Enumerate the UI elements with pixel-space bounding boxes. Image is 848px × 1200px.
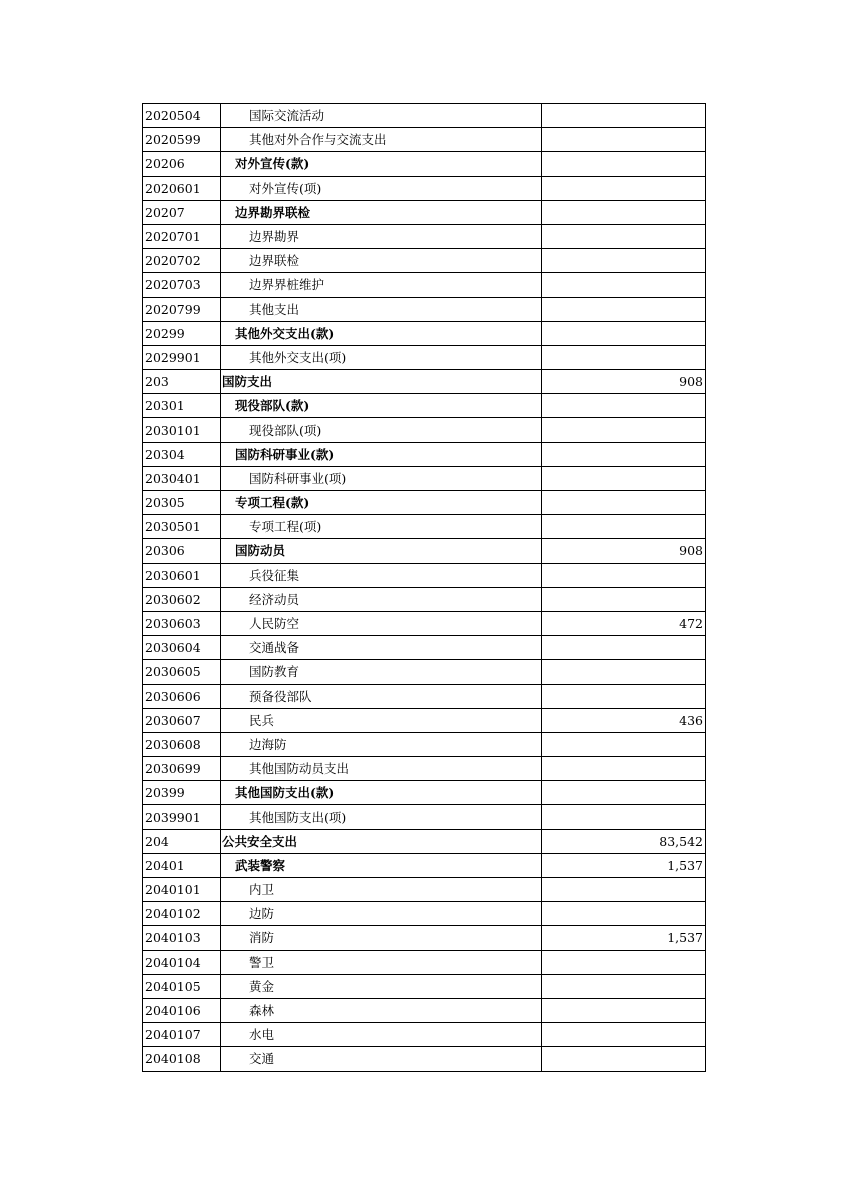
subject-code-cell: 2029901: [143, 345, 221, 369]
subject-code-cell: 2040102: [143, 902, 221, 926]
amount-cell: [542, 273, 706, 297]
amount-cell: [542, 587, 706, 611]
subject-code-cell: 2040107: [143, 1023, 221, 1047]
table-row: [143, 297, 706, 321]
amount-cell: [542, 878, 706, 902]
subject-code-cell: 2030401: [143, 466, 221, 490]
subject-name-cell: 预备役部队: [221, 684, 542, 708]
amount-cell: [542, 442, 706, 466]
table-row: [143, 974, 706, 998]
subject-code-cell: 2030603: [143, 611, 221, 635]
table-row: [143, 442, 706, 466]
amount-cell: [542, 176, 706, 200]
table-row: [143, 926, 706, 950]
subject-name-cell: 内卫: [221, 878, 542, 902]
subject-code-cell: 20301: [143, 394, 221, 418]
subject-name-cell: 对外宣传(项): [221, 176, 542, 200]
table-row: [143, 563, 706, 587]
amount-cell: [542, 684, 706, 708]
table-row: [143, 491, 706, 515]
amount-cell: [542, 249, 706, 273]
subject-code-cell: 204: [143, 829, 221, 853]
amount-cell: [542, 1047, 706, 1071]
subject-name-cell: 其他对外合作与交流支出: [221, 128, 542, 152]
subject-code-cell: 2030605: [143, 660, 221, 684]
subject-name-cell: 水电: [221, 1023, 542, 1047]
table-row: [143, 902, 706, 926]
subject-code-cell: 2030604: [143, 636, 221, 660]
table-row: [143, 805, 706, 829]
subject-name-cell: 国防动员: [221, 539, 542, 563]
amount-cell: [542, 104, 706, 128]
subject-code-cell: 20401: [143, 853, 221, 877]
amount-cell: [542, 394, 706, 418]
amount-cell: [542, 902, 706, 926]
amount-cell: [542, 757, 706, 781]
amount-cell: [542, 732, 706, 756]
table-row: [143, 1047, 706, 1071]
table-row: [143, 176, 706, 200]
subject-code-cell: 20306: [143, 539, 221, 563]
amount-cell: [542, 563, 706, 587]
subject-code-cell: 20399: [143, 781, 221, 805]
amount-cell: [542, 128, 706, 152]
amount-cell: [542, 515, 706, 539]
subject-name-cell: 国防科研事业(款): [221, 442, 542, 466]
subject-code-cell: 2020702: [143, 249, 221, 273]
subject-name-cell: 边界勘界联检: [221, 200, 542, 224]
subject-code-cell: 2040108: [143, 1047, 221, 1071]
table-row: [143, 587, 706, 611]
table-row: [143, 200, 706, 224]
subject-code-cell: 20305: [143, 491, 221, 515]
subject-name-cell: 交通战备: [221, 636, 542, 660]
subject-name-cell: 其他外交支出(项): [221, 345, 542, 369]
table-row: [143, 781, 706, 805]
subject-name-cell: 对外宣传(款): [221, 152, 542, 176]
table-row: [143, 370, 706, 394]
table-row: [143, 878, 706, 902]
subject-code-cell: 2040101: [143, 878, 221, 902]
amount-cell: [542, 321, 706, 345]
amount-cell: [542, 998, 706, 1022]
subject-code-cell: 2040104: [143, 950, 221, 974]
amount-cell: 908: [542, 539, 706, 563]
table-row: [143, 104, 706, 128]
amount-cell: [542, 345, 706, 369]
amount-cell: [542, 297, 706, 321]
subject-name-cell: 国防支出: [221, 370, 542, 394]
subject-code-cell: 20206: [143, 152, 221, 176]
amount-cell: 1,537: [542, 926, 706, 950]
budget-table: [142, 103, 706, 1072]
table-row: [143, 757, 706, 781]
table-row: [143, 418, 706, 442]
table-row: [143, 708, 706, 732]
table-row: [143, 394, 706, 418]
subject-code-cell: 2030606: [143, 684, 221, 708]
table-row: [143, 345, 706, 369]
table-row: [143, 539, 706, 563]
subject-code-cell: 2030602: [143, 587, 221, 611]
subject-code-cell: 2040105: [143, 974, 221, 998]
table-row: [143, 321, 706, 345]
subject-name-cell: 边界勘界: [221, 224, 542, 248]
subject-code-cell: 2020703: [143, 273, 221, 297]
subject-name-cell: 其他国防动员支出: [221, 757, 542, 781]
subject-code-cell: 2030607: [143, 708, 221, 732]
subject-code-cell: 20207: [143, 200, 221, 224]
subject-name-cell: 国际交流活动: [221, 104, 542, 128]
subject-name-cell: 其他外交支出(款): [221, 321, 542, 345]
table-row: [143, 660, 706, 684]
amount-cell: [542, 781, 706, 805]
subject-name-cell: 经济动员: [221, 587, 542, 611]
subject-name-cell: 消防: [221, 926, 542, 950]
table-row: [143, 684, 706, 708]
amount-cell: 472: [542, 611, 706, 635]
subject-code-cell: 2030699: [143, 757, 221, 781]
amount-cell: [542, 660, 706, 684]
subject-name-cell: 其他国防支出(项): [221, 805, 542, 829]
subject-code-cell: 2030501: [143, 515, 221, 539]
subject-code-cell: 2020799: [143, 297, 221, 321]
subject-code-cell: 2030601: [143, 563, 221, 587]
subject-code-cell: 2039901: [143, 805, 221, 829]
table-row: [143, 515, 706, 539]
table-row: [143, 1023, 706, 1047]
table-row: [143, 152, 706, 176]
subject-name-cell: 黄金: [221, 974, 542, 998]
subject-name-cell: 公共安全支出: [221, 829, 542, 853]
table-row: [143, 998, 706, 1022]
budget-table-body: [143, 104, 706, 1072]
table-row: [143, 853, 706, 877]
subject-code-cell: 2030608: [143, 732, 221, 756]
subject-name-cell: 其他支出: [221, 297, 542, 321]
subject-code-cell: 2030101: [143, 418, 221, 442]
subject-code-cell: 2020601: [143, 176, 221, 200]
table-row: [143, 249, 706, 273]
amount-cell: [542, 418, 706, 442]
amount-cell: 83,542: [542, 829, 706, 853]
amount-cell: [542, 974, 706, 998]
amount-cell: [542, 950, 706, 974]
subject-code-cell: 20304: [143, 442, 221, 466]
table-row: [143, 950, 706, 974]
amount-cell: [542, 491, 706, 515]
subject-name-cell: 边界界桩维护: [221, 273, 542, 297]
subject-name-cell: 国防教育: [221, 660, 542, 684]
amount-cell: [542, 466, 706, 490]
table-row: [143, 636, 706, 660]
amount-cell: 908: [542, 370, 706, 394]
subject-name-cell: 边界联检: [221, 249, 542, 273]
subject-name-cell: 民兵: [221, 708, 542, 732]
subject-name-cell: 警卫: [221, 950, 542, 974]
amount-cell: 1,537: [542, 853, 706, 877]
subject-name-cell: 兵役征集: [221, 563, 542, 587]
subject-code-cell: 2020701: [143, 224, 221, 248]
amount-cell: [542, 224, 706, 248]
subject-name-cell: 人民防空: [221, 611, 542, 635]
subject-code-cell: 203: [143, 370, 221, 394]
amount-cell: [542, 636, 706, 660]
subject-name-cell: 边海防: [221, 732, 542, 756]
table-row: [143, 829, 706, 853]
subject-code-cell: 20299: [143, 321, 221, 345]
amount-cell: [542, 152, 706, 176]
amount-cell: [542, 1023, 706, 1047]
amount-cell: 436: [542, 708, 706, 732]
amount-cell: [542, 805, 706, 829]
table-row: [143, 224, 706, 248]
subject-name-cell: 国防科研事业(项): [221, 466, 542, 490]
subject-name-cell: 现役部队(项): [221, 418, 542, 442]
subject-code-cell: 2020504: [143, 104, 221, 128]
subject-name-cell: 武装警察: [221, 853, 542, 877]
subject-code-cell: 2040103: [143, 926, 221, 950]
table-row: [143, 466, 706, 490]
table-row: [143, 732, 706, 756]
amount-cell: [542, 200, 706, 224]
subject-name-cell: 交通: [221, 1047, 542, 1071]
subject-code-cell: 2020599: [143, 128, 221, 152]
subject-name-cell: 森林: [221, 998, 542, 1022]
table-row: [143, 273, 706, 297]
subject-name-cell: 现役部队(款): [221, 394, 542, 418]
table-row: [143, 611, 706, 635]
subject-name-cell: 专项工程(款): [221, 491, 542, 515]
subject-name-cell: 边防: [221, 902, 542, 926]
subject-name-cell: 其他国防支出(款): [221, 781, 542, 805]
subject-name-cell: 专项工程(项): [221, 515, 542, 539]
table-row: [143, 128, 706, 152]
subject-code-cell: 2040106: [143, 998, 221, 1022]
